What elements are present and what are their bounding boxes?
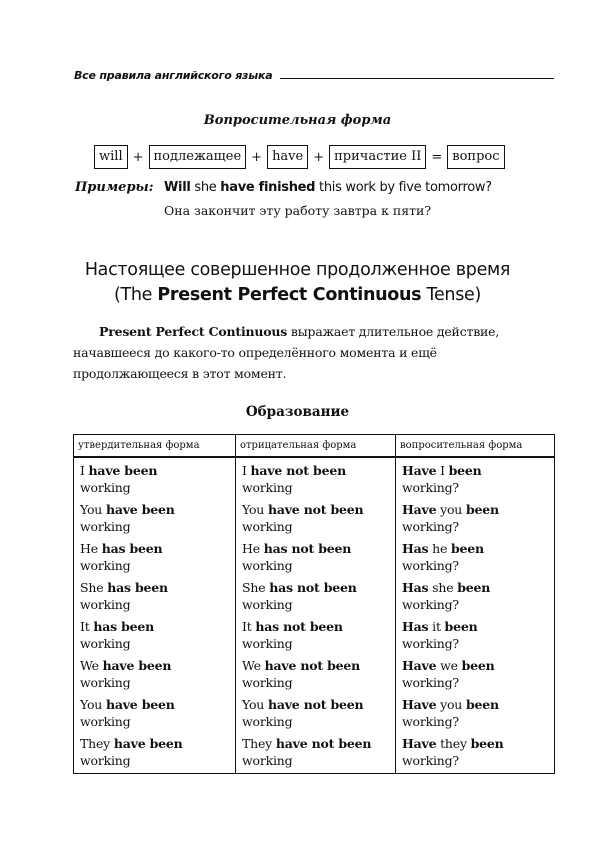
description-term: Present Perfect Continuous bbox=[99, 324, 288, 339]
cell-negative bbox=[236, 655, 396, 694]
example-verb: have finished bbox=[220, 180, 316, 195]
formula-plus: + bbox=[251, 149, 263, 165]
aff-participle: working bbox=[80, 753, 131, 768]
aff-subject: It bbox=[80, 619, 90, 634]
aff-subject: She bbox=[80, 580, 104, 595]
table-row bbox=[74, 538, 555, 577]
q-aux: Has bbox=[402, 619, 429, 634]
tense-description bbox=[73, 321, 553, 384]
q-participle: working? bbox=[402, 636, 459, 651]
neg-participle: working bbox=[242, 558, 293, 573]
q-subject: it bbox=[432, 619, 441, 634]
q-been: been bbox=[450, 541, 484, 556]
q-been: been bbox=[444, 619, 478, 634]
q-been: been bbox=[448, 463, 482, 478]
title-close: Tense) bbox=[421, 285, 482, 305]
cell-affirmative bbox=[74, 616, 236, 655]
cell-affirmative bbox=[74, 655, 236, 694]
cell-negative bbox=[236, 538, 396, 577]
q-aux: Have bbox=[402, 502, 437, 517]
cell-affirmative bbox=[74, 694, 236, 733]
neg-participle: working bbox=[242, 519, 293, 534]
aff-subject: You bbox=[80, 502, 103, 517]
aff-verb: has been bbox=[101, 541, 163, 556]
example-english bbox=[164, 180, 492, 195]
description-text: выражает длительное действие, начавшееся до какого-то определённого момента и ещё продолжающееся в этот момент. bbox=[73, 324, 500, 381]
formula-part-subject: подлежащее bbox=[149, 145, 247, 169]
cell-interrogative bbox=[396, 616, 555, 655]
neg-subject: She bbox=[242, 580, 266, 595]
aff-subject: They bbox=[80, 736, 111, 751]
title-open: (The bbox=[113, 285, 158, 305]
neg-verb: have not been bbox=[250, 463, 346, 478]
neg-subject: It bbox=[242, 619, 252, 634]
cell-negative bbox=[236, 694, 396, 733]
formula-part-will: will bbox=[94, 145, 128, 169]
q-subject: she bbox=[432, 580, 454, 595]
question-formula bbox=[94, 144, 505, 170]
cell-negative bbox=[236, 616, 396, 655]
aff-verb: have been bbox=[88, 463, 158, 478]
aff-subject: I bbox=[80, 463, 85, 478]
aff-participle: working bbox=[80, 636, 131, 651]
q-subject: you bbox=[440, 697, 463, 712]
neg-subject: They bbox=[242, 736, 273, 751]
q-participle: working? bbox=[402, 675, 459, 690]
aff-subject: He bbox=[80, 541, 98, 556]
formula-equals: = bbox=[431, 149, 443, 165]
cell-negative bbox=[236, 499, 396, 538]
neg-subject: I bbox=[242, 463, 247, 478]
neg-participle: working bbox=[242, 597, 293, 612]
q-subject: I bbox=[440, 463, 445, 478]
q-been: been bbox=[465, 697, 499, 712]
cell-affirmative bbox=[74, 538, 236, 577]
table-row bbox=[74, 733, 555, 774]
neg-participle: working bbox=[242, 675, 293, 690]
cell-interrogative bbox=[396, 733, 555, 774]
aff-participle: working bbox=[80, 597, 131, 612]
q-been: been bbox=[470, 736, 504, 751]
q-aux: Have bbox=[402, 658, 437, 673]
q-participle: working? bbox=[402, 558, 459, 573]
formula-plus: + bbox=[132, 149, 144, 165]
aff-subject: You bbox=[80, 697, 103, 712]
neg-participle: working bbox=[242, 753, 293, 768]
formula-part-have: have bbox=[267, 145, 308, 169]
cell-interrogative bbox=[396, 499, 555, 538]
neg-verb: has not been bbox=[255, 619, 343, 634]
cell-interrogative bbox=[396, 694, 555, 733]
cell-negative bbox=[236, 457, 396, 499]
table-body bbox=[74, 457, 555, 774]
example-subject: she bbox=[190, 180, 221, 195]
running-header-title: Все правила английского языка bbox=[74, 69, 273, 82]
neg-participle: working bbox=[242, 714, 293, 729]
q-aux: Have bbox=[402, 736, 437, 751]
header-negative: отрицательная форма bbox=[236, 435, 396, 458]
cell-negative bbox=[236, 733, 396, 774]
table-row bbox=[74, 616, 555, 655]
neg-verb: have not been bbox=[264, 658, 361, 673]
running-header bbox=[74, 64, 554, 82]
section-title-en bbox=[0, 283, 595, 308]
q-participle: working? bbox=[402, 519, 459, 534]
aff-participle: working bbox=[80, 675, 131, 690]
q-been: been bbox=[465, 502, 499, 517]
neg-verb: has not been bbox=[263, 541, 352, 556]
q-participle: working? bbox=[402, 753, 459, 768]
q-participle: working? bbox=[402, 714, 459, 729]
q-aux: Have bbox=[402, 463, 437, 478]
cell-interrogative bbox=[396, 457, 555, 499]
example-aux: Will bbox=[164, 180, 191, 195]
question-form-title: Вопросительная форма bbox=[203, 113, 392, 128]
q-been: been bbox=[461, 658, 495, 673]
q-participle: working? bbox=[402, 480, 459, 495]
q-aux: Have bbox=[402, 697, 437, 712]
cell-negative bbox=[236, 577, 396, 616]
table-row bbox=[74, 457, 555, 499]
formula-part-question: вопрос bbox=[447, 145, 504, 169]
header-affirmative: утвердительная форма bbox=[74, 435, 236, 458]
aff-verb: have been bbox=[105, 697, 175, 712]
formula-plus: + bbox=[313, 149, 325, 165]
table-row bbox=[74, 694, 555, 733]
cell-affirmative bbox=[74, 457, 236, 499]
aff-participle: working bbox=[80, 714, 131, 729]
cell-interrogative bbox=[396, 577, 555, 616]
formula-part-participle: причастие II bbox=[329, 145, 426, 169]
q-aux: Has bbox=[402, 580, 429, 595]
table-row bbox=[74, 655, 555, 694]
example-rest: this work by five tomorrow? bbox=[315, 180, 492, 195]
section-title-ru: Настоящее совершенное продолженное время bbox=[84, 260, 511, 280]
aff-participle: working bbox=[80, 519, 131, 534]
q-subject: they bbox=[440, 736, 467, 751]
aff-verb: have been bbox=[102, 658, 172, 673]
neg-subject: He bbox=[242, 541, 260, 556]
table-row bbox=[74, 499, 555, 538]
neg-subject: You bbox=[242, 697, 265, 712]
q-been: been bbox=[457, 580, 491, 595]
example-russian: Она закончит эту работу завтра к пяти? bbox=[164, 203, 432, 218]
neg-verb: has not been bbox=[269, 580, 357, 595]
aff-verb: have been bbox=[113, 736, 183, 751]
q-participle: working? bbox=[402, 597, 459, 612]
q-aux: Has bbox=[402, 541, 429, 556]
q-subject: we bbox=[440, 658, 458, 673]
aff-verb: has been bbox=[107, 580, 168, 595]
conjugation-table bbox=[73, 434, 555, 774]
neg-verb: have not been bbox=[267, 697, 364, 712]
neg-participle: working bbox=[242, 636, 293, 651]
cell-affirmative bbox=[74, 733, 236, 774]
examples-label: Примеры: bbox=[75, 180, 154, 195]
cell-affirmative bbox=[74, 499, 236, 538]
neg-subject: You bbox=[242, 502, 265, 517]
neg-participle: working bbox=[242, 480, 293, 495]
neg-subject: We bbox=[242, 658, 261, 673]
aff-verb: has been bbox=[93, 619, 155, 634]
aff-subject: We bbox=[80, 658, 99, 673]
aff-participle: working bbox=[80, 480, 131, 495]
table-caption: Образование bbox=[245, 404, 350, 420]
neg-verb: have not been bbox=[275, 736, 372, 751]
cell-interrogative bbox=[396, 538, 555, 577]
title-tense-name: Present Perfect Continuous bbox=[157, 285, 422, 305]
cell-interrogative bbox=[396, 655, 555, 694]
q-subject: he bbox=[432, 541, 448, 556]
neg-verb: have not been bbox=[267, 502, 364, 517]
header-interrogative: вопросительная форма bbox=[396, 435, 555, 458]
table-row bbox=[74, 577, 555, 616]
header-rule bbox=[280, 78, 554, 79]
aff-participle: working bbox=[80, 558, 131, 573]
cell-affirmative bbox=[74, 577, 236, 616]
table-header-row bbox=[74, 435, 555, 458]
aff-verb: have been bbox=[105, 502, 175, 517]
q-subject: you bbox=[440, 502, 463, 517]
section-heading bbox=[0, 258, 595, 308]
